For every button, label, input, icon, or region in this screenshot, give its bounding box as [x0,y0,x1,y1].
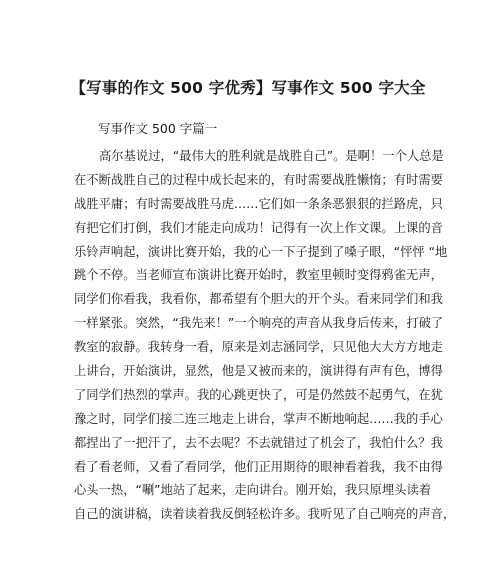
paragraph-line: 一样紧张。突然，“我先来！”一个响亮的声音从我身后传来，打破了 [74,316,444,331]
paragraph-line: 豫之时，同学们接二连三地走上讲台，掌声不断地响起……我的手心 [74,411,443,426]
paragraph-line: 教室的寂静。我转身一看，原来是刘志涵同学，只见他大大方方地走 [74,340,443,355]
paragraph-line: 有把它们打倒，我们才能走向成功！记得有一次上作文课。上课的音 [74,220,443,235]
paragraph-line: 战胜平庸；有时需要战胜马虎……它们如一条条恶狠狠的拦路虎，只 [74,196,443,211]
paragraph-line: 心头一热，“唰”地站了起来，走向讲台。刚开始，我只原埋头读着 [74,483,432,498]
document-title: 【写事的作文 500 字优秀】写事作文 500 字大全 [70,79,426,97]
section-heading: 写事作文 500 字篇一 [98,121,218,136]
paragraph-line: 都捏出了一把汗了，去不去呢？不去就错过了机会了，我怕什么？我 [74,435,443,450]
paragraph-line: 自己的演讲稿，读着读着我反倒轻松许多。我听见了自己响亮的声音， [74,507,456,522]
paragraph-line: 看了看老师，又看了看同学，他们正用期待的眼神看着我，我不由得 [74,459,443,474]
paragraph-line: 跳个不停。当老师宣布演讲比赛开始时，教室里顿时变得鸦雀无声， [74,268,443,283]
paragraph-line: 乐铃声响起，演讲比赛开始，我的心一下子提到了嗓子眼，“怦怦 “地 [74,244,448,259]
paragraph-line: 同学们你看我，我看你，都希望有个胆大的开个头。看来同学们和我 [74,292,443,307]
essay-paragraph [74,145,456,527]
paragraph-line: 在不断战胜自己的过程中成长起来的，有时需要战胜懒惰；有时需要 [74,172,443,187]
paragraph-line: 了同学们热烈的掌声。我的心跳更快了，可是仍然鼓不起勇气，在犹 [74,387,443,402]
paragraph-line: 高尔基说过，“最伟大的胜利就是战胜自己”。是啊！一个人总是 [99,149,444,163]
paragraph-line: 上讲台，开始演讲，显然，他是又被而来的，演讲得有声有色，博得 [74,364,443,379]
